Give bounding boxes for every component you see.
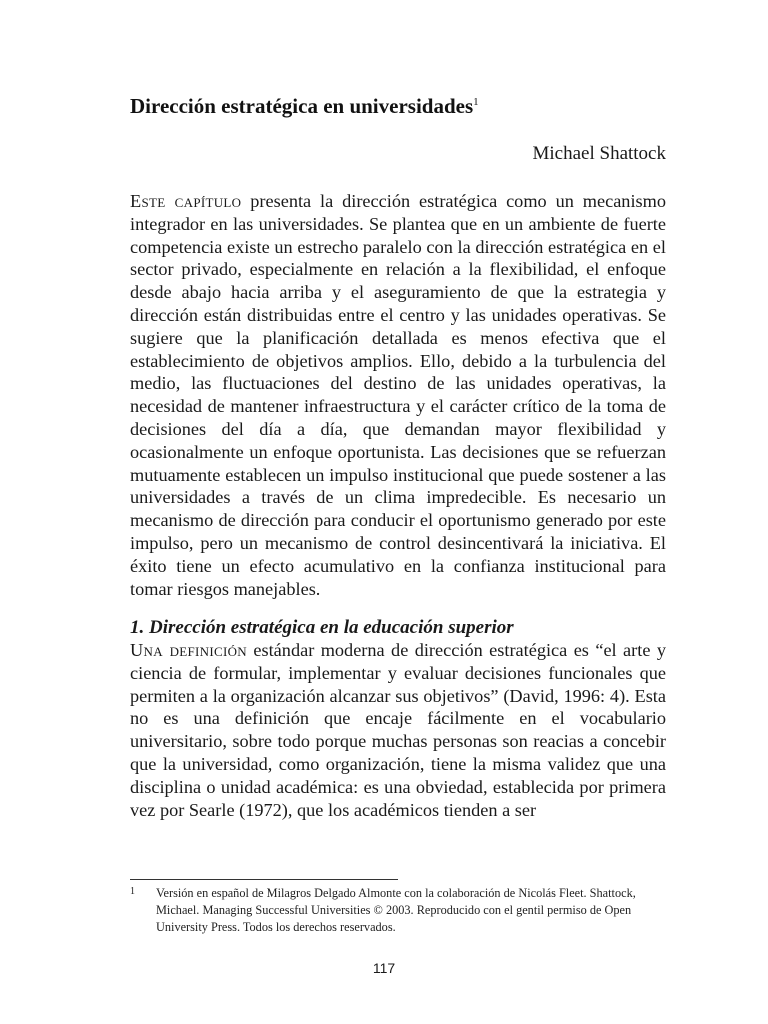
footnote-marker: 1 xyxy=(130,886,135,897)
author-name: Michael Shattock xyxy=(532,143,666,164)
abstract-lead-smallcaps: Este capítulo xyxy=(130,191,242,211)
section-heading: 1. Dirección estratégica en la educación superior xyxy=(130,617,514,638)
footnote-divider xyxy=(130,879,398,880)
page-number: 117 xyxy=(372,960,396,976)
footnote xyxy=(130,885,666,936)
footnote-text: Versión en español de Milagros Delgado Almonte con la colaboración de Nicolás Fleet. Shattock, Michael. Managing Successful Universities © 2003. Reproducido con el gentil permiso de Open University Press. Todos los derechos reservados. xyxy=(156,886,636,934)
section-lead-smallcaps: Una definición xyxy=(130,640,247,660)
chapter-title-text: Dirección estratégica en universidades xyxy=(130,94,474,118)
title-footnote-marker[interactable]: 1 xyxy=(473,96,479,108)
abstract-paragraph xyxy=(130,190,666,600)
section-paragraph xyxy=(130,639,666,821)
chapter-title xyxy=(130,94,479,119)
section-text: estándar moderna de dirección estratégica es “el arte y ciencia de formular, implementar y evaluar decisiones funcionales que permiten a la organización alcanzar sus objetivos” (David, 1996: 4). Esta no es una definición que encaje fácilmente en el vocabulario universitario, sobre todo porque muchas personas son reacias a concebir que la universidad, como organización, tiene la misma validez que una disciplina o unidad académica: es una obviedad, establecida por primera vez por Searle (1972), que los académicos tienden a ser xyxy=(130,640,666,820)
abstract-text: presenta la dirección estratégica como un mecanismo integrador en las universidades. Se plantea que en un ambiente de fuerte competencia existe un estrecho paralelo con la dirección estratégica en el sector privado, especialmente en relación a la flexibilidad, el enfoque desde abajo hacia arriba y el aseguramiento de que la estrategia y dirección están distribuidas entre el centro y las unidades operativas. Se sugiere que la planificación detallada es menos efectiva que el establecimiento de objetivos amplios. Ello, debido a la turbulencia del medio, las fluctuaciones del destino de las unidades operativas, la necesidad de mantener infraestructura y el carácter crítico de la toma de decisiones del día a día, que demandan mayor flexibilidad y ocasionalmente un enfoque oportunista. Las decisiones que se refuerzan mutuamente establecen un impulso institucional que puede sostener a las universidades a través de un clima impredecible. Es necesario un mecanismo de dirección para conducir el oportunismo generado por este impulso, pero un mecanismo de control desincentivará la iniciativa. El éxito tiene un efecto acumulativo en la confianza institucional para tomar riesgos manejables. xyxy=(130,191,667,599)
